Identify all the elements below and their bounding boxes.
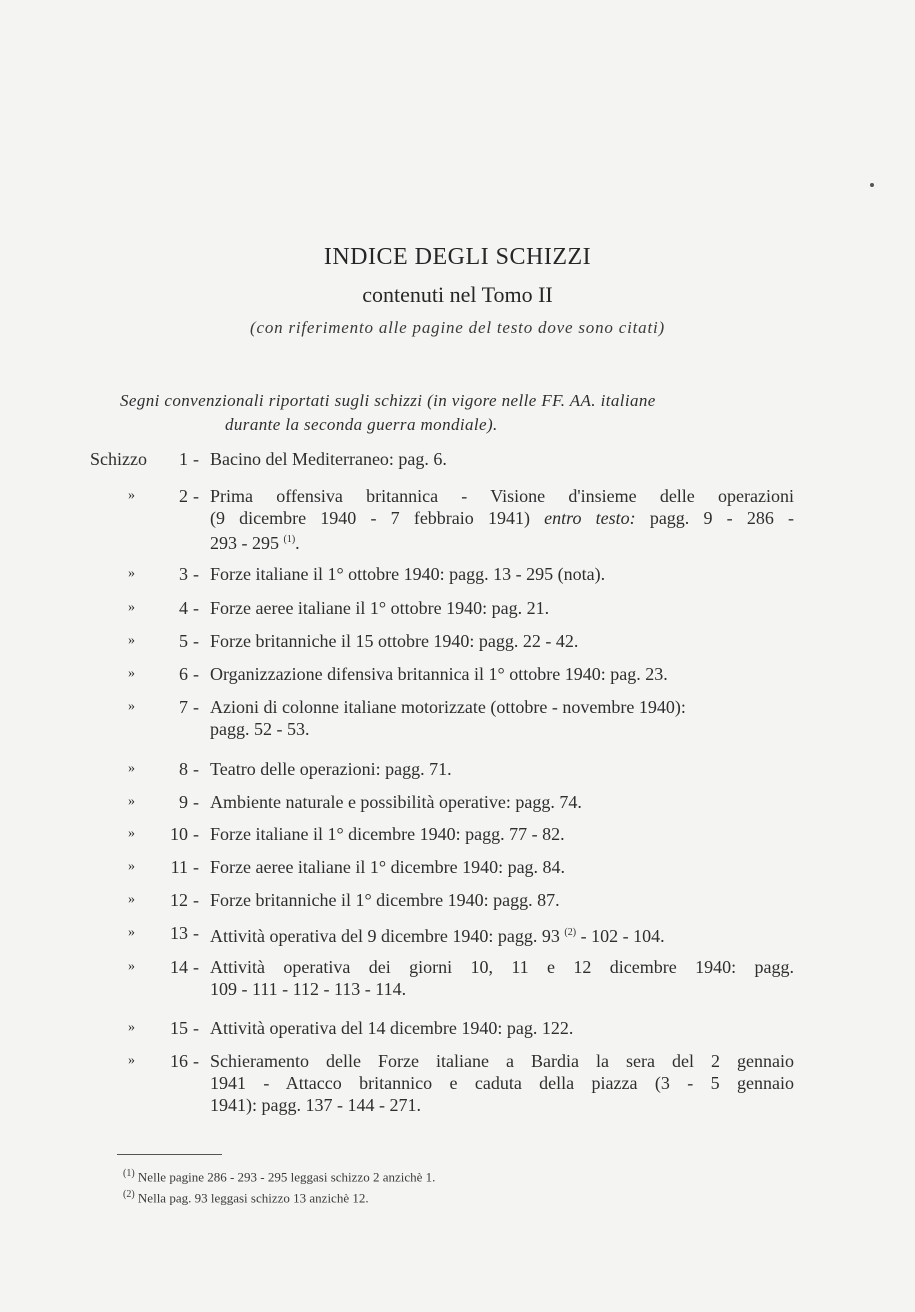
entry-prefix: » [128,699,135,714]
footnote-ref: (1) [283,534,296,545]
entry-line-part: Attività operativa del 9 dicembre 1940: pagg. 93 [210,926,560,946]
entry-dash: - [193,759,199,779]
entry-text [210,597,794,619]
entry-line: Bacino del Mediterraneo: pag. 6. [210,449,447,469]
entry-dash: - [193,697,199,717]
entry-line: 1941 - Attacco britannico e caduta della piazza (3 - 5 gennaio [210,1073,794,1093]
entry-number: 13 [170,923,188,943]
entry-line-part: - 102 - 104. [576,926,665,946]
entry-line [210,529,794,554]
entry-line: Schieramento delle Forze italiane a Bardia la sera del 2 gennaio [210,1051,794,1071]
entry-dash: - [193,923,199,943]
footnote [123,1186,435,1207]
entry-number: 1 [179,449,188,469]
entry-text [210,791,794,813]
entry-line: Attività operativa dei giorni 10, 11 e 12 dicembre 1940: pagg. [210,957,794,977]
entry-text [210,1017,794,1039]
entry-number: 9 [179,792,188,812]
entry-line: Ambiente naturale e possibilità operative: pagg. 74. [210,792,582,812]
footnote-text: Nelle pagine 286 - 293 - 295 leggasi schizzo 2 anzichè 1. [137,1169,436,1185]
entry-prefix: » [128,959,135,974]
entry-text [210,856,794,878]
page-title: INDICE DEGLI SCHIZZI [323,244,592,270]
entry-prefix: » [128,566,135,581]
entry-number: 3 [179,564,188,584]
entry-text [210,1050,794,1116]
page-subtitle: contenuti nel Tomo II [362,282,553,307]
entry-line: Forze aeree italiane il 1° ottobre 1940: pag. 21. [210,598,550,618]
entry-line-part: 293 - 295 [210,533,279,553]
legend-line-2: durante la seconda guerra mondiale). [225,415,498,434]
entry-dash: - [193,957,199,977]
entry-prefix: » [128,600,135,615]
entry-dash: - [193,890,199,910]
entry-text [210,922,794,947]
entry-line-part: pagg. 9 - 286 - [635,508,794,528]
footnote-ref: (2) [564,927,577,938]
entry-number: 5 [179,631,188,651]
entry-text [210,696,794,740]
ink-dot [870,183,874,187]
entry-prefix: Schizzo [90,449,147,469]
entry-dash: - [193,631,199,651]
entry-text [210,889,794,911]
entry-text [210,485,794,554]
entry-dash: - [193,1051,199,1071]
entry-prefix: » [128,925,135,940]
entry-number: 12 [170,890,188,910]
entry-prefix: » [128,892,135,907]
entry-line [210,922,794,947]
entry-line-italic: entro testo: [544,508,636,528]
entry-number: 10 [170,824,188,844]
entry-number: 14 [170,957,188,977]
header-note: (con riferimento alle pagine del testo dove sono citati) [250,318,665,337]
entry-dash: - [193,598,199,618]
entry-line-part: (9 dicembre 1940 - 7 febbraio 1941) [210,508,545,528]
entry-line: pagg. 52 - 53. [210,719,310,739]
entry-line: Azioni di colonne italiane motorizzate (ottobre - novembre 1940): [210,697,686,717]
entry-line: Forze britanniche il 1° dicembre 1940: pagg. 87. [210,890,560,910]
entry-text [210,563,794,585]
entry-prefix: » [128,1020,135,1035]
entry-line: Forze italiane il 1° dicembre 1940: pagg. 77 - 82. [210,824,565,844]
legend-line-1: Segni convenzionali riportati sugli schizzi (in vigore nelle FF. AA. italiane [120,391,656,410]
entry-number: 2 [179,486,188,506]
entry-number: 15 [170,1018,188,1038]
entry-text [210,823,794,845]
entry-prefix: » [128,826,135,841]
entry-prefix: » [128,488,135,503]
entry-line: Prima offensiva britannica - Visione d'insieme delle operazioni [210,486,794,506]
entry-number: 7 [179,697,188,717]
entry-number: 8 [179,759,188,779]
entry-prefix: » [128,794,135,809]
entry-prefix: » [128,859,135,874]
entry-number: 16 [170,1051,188,1071]
entry-prefix: » [128,1053,135,1068]
entry-line: Forze britanniche il 15 ottobre 1940: pagg. 22 - 42. [210,631,579,651]
entry-dash: - [193,564,199,584]
entry-dash: - [193,824,199,844]
entry-text [210,663,794,685]
entry-dash: - [193,664,199,684]
entry-prefix: » [128,633,135,648]
entry-prefix: » [128,666,135,681]
entry-prefix: » [128,761,135,776]
footnote-mark: (2) [123,1189,135,1201]
footnotes [123,1165,435,1208]
entry-text [210,630,794,652]
footnote-rule [117,1154,222,1155]
entry-dash: - [193,449,199,469]
entry-line: Attività operativa del 14 dicembre 1940: pag. 122. [210,1018,574,1038]
entry-line: Forze aeree italiane il 1° dicembre 1940: pag. 84. [210,857,566,877]
entry-number: 11 [170,857,188,877]
footnote [123,1165,435,1186]
entry-line: 1941): pagg. 137 - 144 - 271. [210,1095,421,1115]
footnote-mark: (1) [123,1168,135,1179]
entry-dash: - [193,1018,199,1038]
entry-number: 4 [179,598,188,618]
entry-line-part: . [295,533,300,553]
entry-dash: - [193,792,199,812]
legend-note [120,389,790,437]
entry-dash: - [193,857,199,877]
entry-text [210,956,794,1000]
entry-dash: - [193,486,199,506]
entry-line: Teatro delle operazioni: pagg. 71. [210,759,452,779]
entry-text [210,758,794,780]
entry-line: Organizzazione difensiva britannica il 1° ottobre 1940: pag. 23. [210,664,668,684]
entry-text [210,448,794,470]
entry-line: Forze italiane il 1° ottobre 1940: pagg. 13 - 295 (nota). [210,564,606,584]
footnote-text: Nella pag. 93 leggasi schizzo 13 anzichè 12. [137,1190,369,1206]
entry-line [210,507,794,529]
entry-line: 109 - 111 - 112 - 113 - 114. [210,979,407,999]
entry-number: 6 [179,664,188,684]
